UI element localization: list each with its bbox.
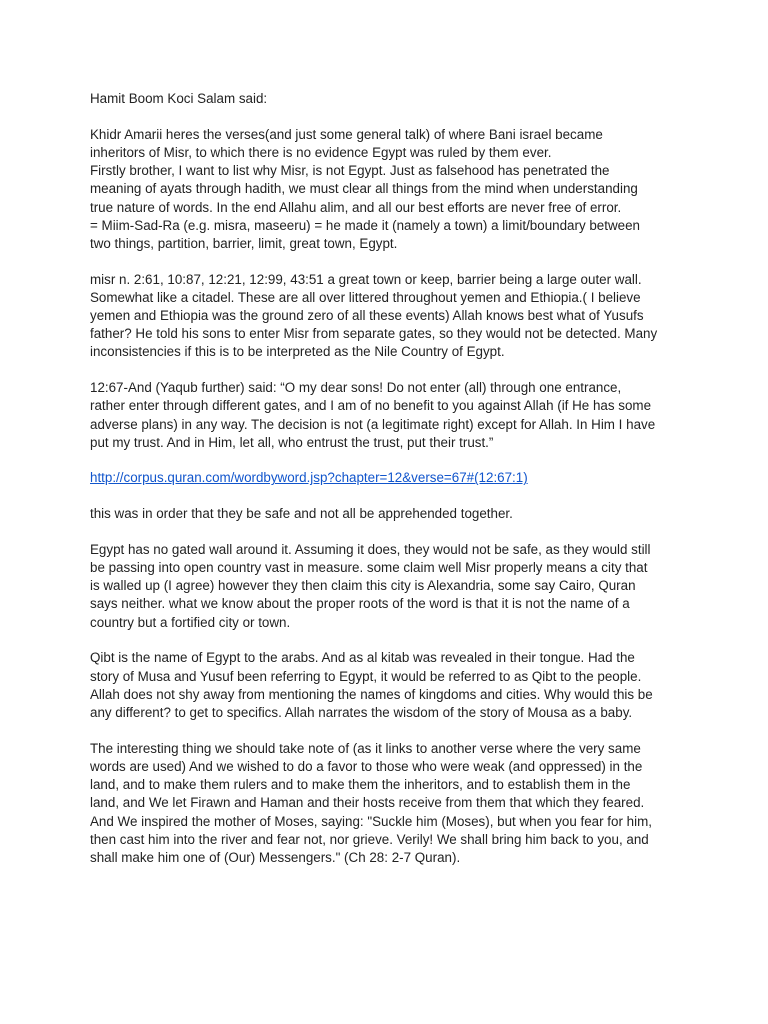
paragraph-gated-wall xyxy=(90,541,690,632)
text-line: two things, partition, barrier, limit, great town, Egypt. xyxy=(90,235,398,251)
text-line: Somewhat like a citadel. These are all over littered throughout yemen and Ethiopia.( I believe xyxy=(90,289,641,305)
text-line: inheritors of Misr, to which there is no evidence Egypt was ruled by them ever. xyxy=(90,144,552,160)
text-line: misr n. 2:61, 10:87, 12:21, 12:99, 43:51 a great town or keep, barrier being a large outer wall. xyxy=(90,271,642,287)
text-line: rather enter through different gates, and I am of no benefit to you against Allah (if He has some xyxy=(90,398,652,414)
text-line: words are used) And we wished to do a favor to those who were weak (and oppressed) in the xyxy=(90,758,643,774)
document-page xyxy=(90,90,690,885)
text-line: any different? to get to specifics. Allah narrates the wisdom of the story of Mousa as a baby. xyxy=(90,704,633,720)
text-line: put my trust. And in Him, let all, who entrust the trust, put their trust.” xyxy=(90,434,494,450)
text-line: shall make him one of (Our) Messengers." (Ch 28: 2-7 Quran). xyxy=(90,849,461,865)
paragraph-qibt xyxy=(90,649,690,722)
text-line: inconsistencies if this is to be interpreted as the Nile Country of Egypt. xyxy=(90,344,505,360)
text-line: Qibt is the name of Egypt to the arabs. And as al kitab was revealed in their tongue. Had the xyxy=(90,650,635,666)
text-line: Hamit Boom Koci Salam said: xyxy=(90,91,268,106)
text-line: = Miim-Sad-Ra (e.g. misra, maseeru) = he made it (namely a town) a limit/boundary between xyxy=(90,217,640,233)
text-line: meaning of ayats through hadith, we must clear all things from the mind when understanding xyxy=(90,181,638,197)
paragraph-verse-12-67 xyxy=(90,379,690,452)
text-line: Allah does not shy away from mentioning the names of kingdoms and cities. Why would this be xyxy=(90,686,653,702)
document-heading xyxy=(90,90,690,108)
text-line: says neither. what we know about the proper roots of the word is that it is not the name of a xyxy=(90,596,630,612)
text-line: true nature of words. In the end Allahu alim, and all our best efforts are never free of error. xyxy=(90,199,622,215)
text-line: And We inspired the mother of Moses, saying: "Suckle him (Moses), but when you fear for him, xyxy=(90,813,652,829)
text-line: Egypt has no gated wall around it. Assuming it does, they would not be safe, as they would still xyxy=(90,541,651,557)
paragraph-interesting-thing xyxy=(90,740,690,867)
text-line: Khidr Amarii heres the verses(and just some general talk) of where Bani israel became xyxy=(90,126,603,142)
paragraph-link xyxy=(90,469,690,487)
text-line: then cast him into the river and fear not, nor grieve. Verily! We shall bring him back to you, and xyxy=(90,831,649,847)
text-line: story of Musa and Yusuf been referring to Egypt, it would be referred to as Qibt to the people. xyxy=(90,668,642,684)
text-line: country but a fortified city or town. xyxy=(90,614,291,630)
text-line: adverse plans) in any way. The decision is not (a legitimate right) except for Allah. In Him I have xyxy=(90,416,656,432)
text-line: land, and We let Firawn and Haman and their hosts receive from them that which they feared. xyxy=(90,795,645,811)
paragraph-safety-note xyxy=(90,505,690,523)
text-line: Firstly brother, I want to list why Misr, is not Egypt. Just as falsehood has penetrated the xyxy=(90,163,610,179)
text-line: land, and to make them rulers and to make them the inheritors, and to establish them in the xyxy=(90,777,631,793)
text-line: be passing into open country vast in measure. some claim well Misr properly means a city that xyxy=(90,560,648,576)
corpus-quran-link[interactable]: http://corpus.quran.com/wordbyword.jsp?chapter=12&verse=67#(12:67:1) xyxy=(90,470,528,486)
text-line: this was in order that they be safe and not all be apprehended together. xyxy=(90,506,513,522)
text-line: yemen and Ethiopia was the ground zero of all these events) Allah knows best what of Yusufs xyxy=(90,308,644,324)
text-line: father? He told his sons to enter Misr from separate gates, so they would not be detected. Many xyxy=(90,326,658,342)
text-line: is walled up (I agree) however they then claim this city is Alexandria, some say Cairo, Quran xyxy=(90,578,636,594)
text-line: 12:67-And (Yaqub further) said: “O my dear sons! Do not enter (all) through one entrance, xyxy=(90,380,622,396)
paragraph-misr-references xyxy=(90,271,690,362)
paragraph-misr-definition xyxy=(90,126,690,253)
text-line: The interesting thing we should take note of (as it links to another verse where the very same xyxy=(90,740,641,756)
